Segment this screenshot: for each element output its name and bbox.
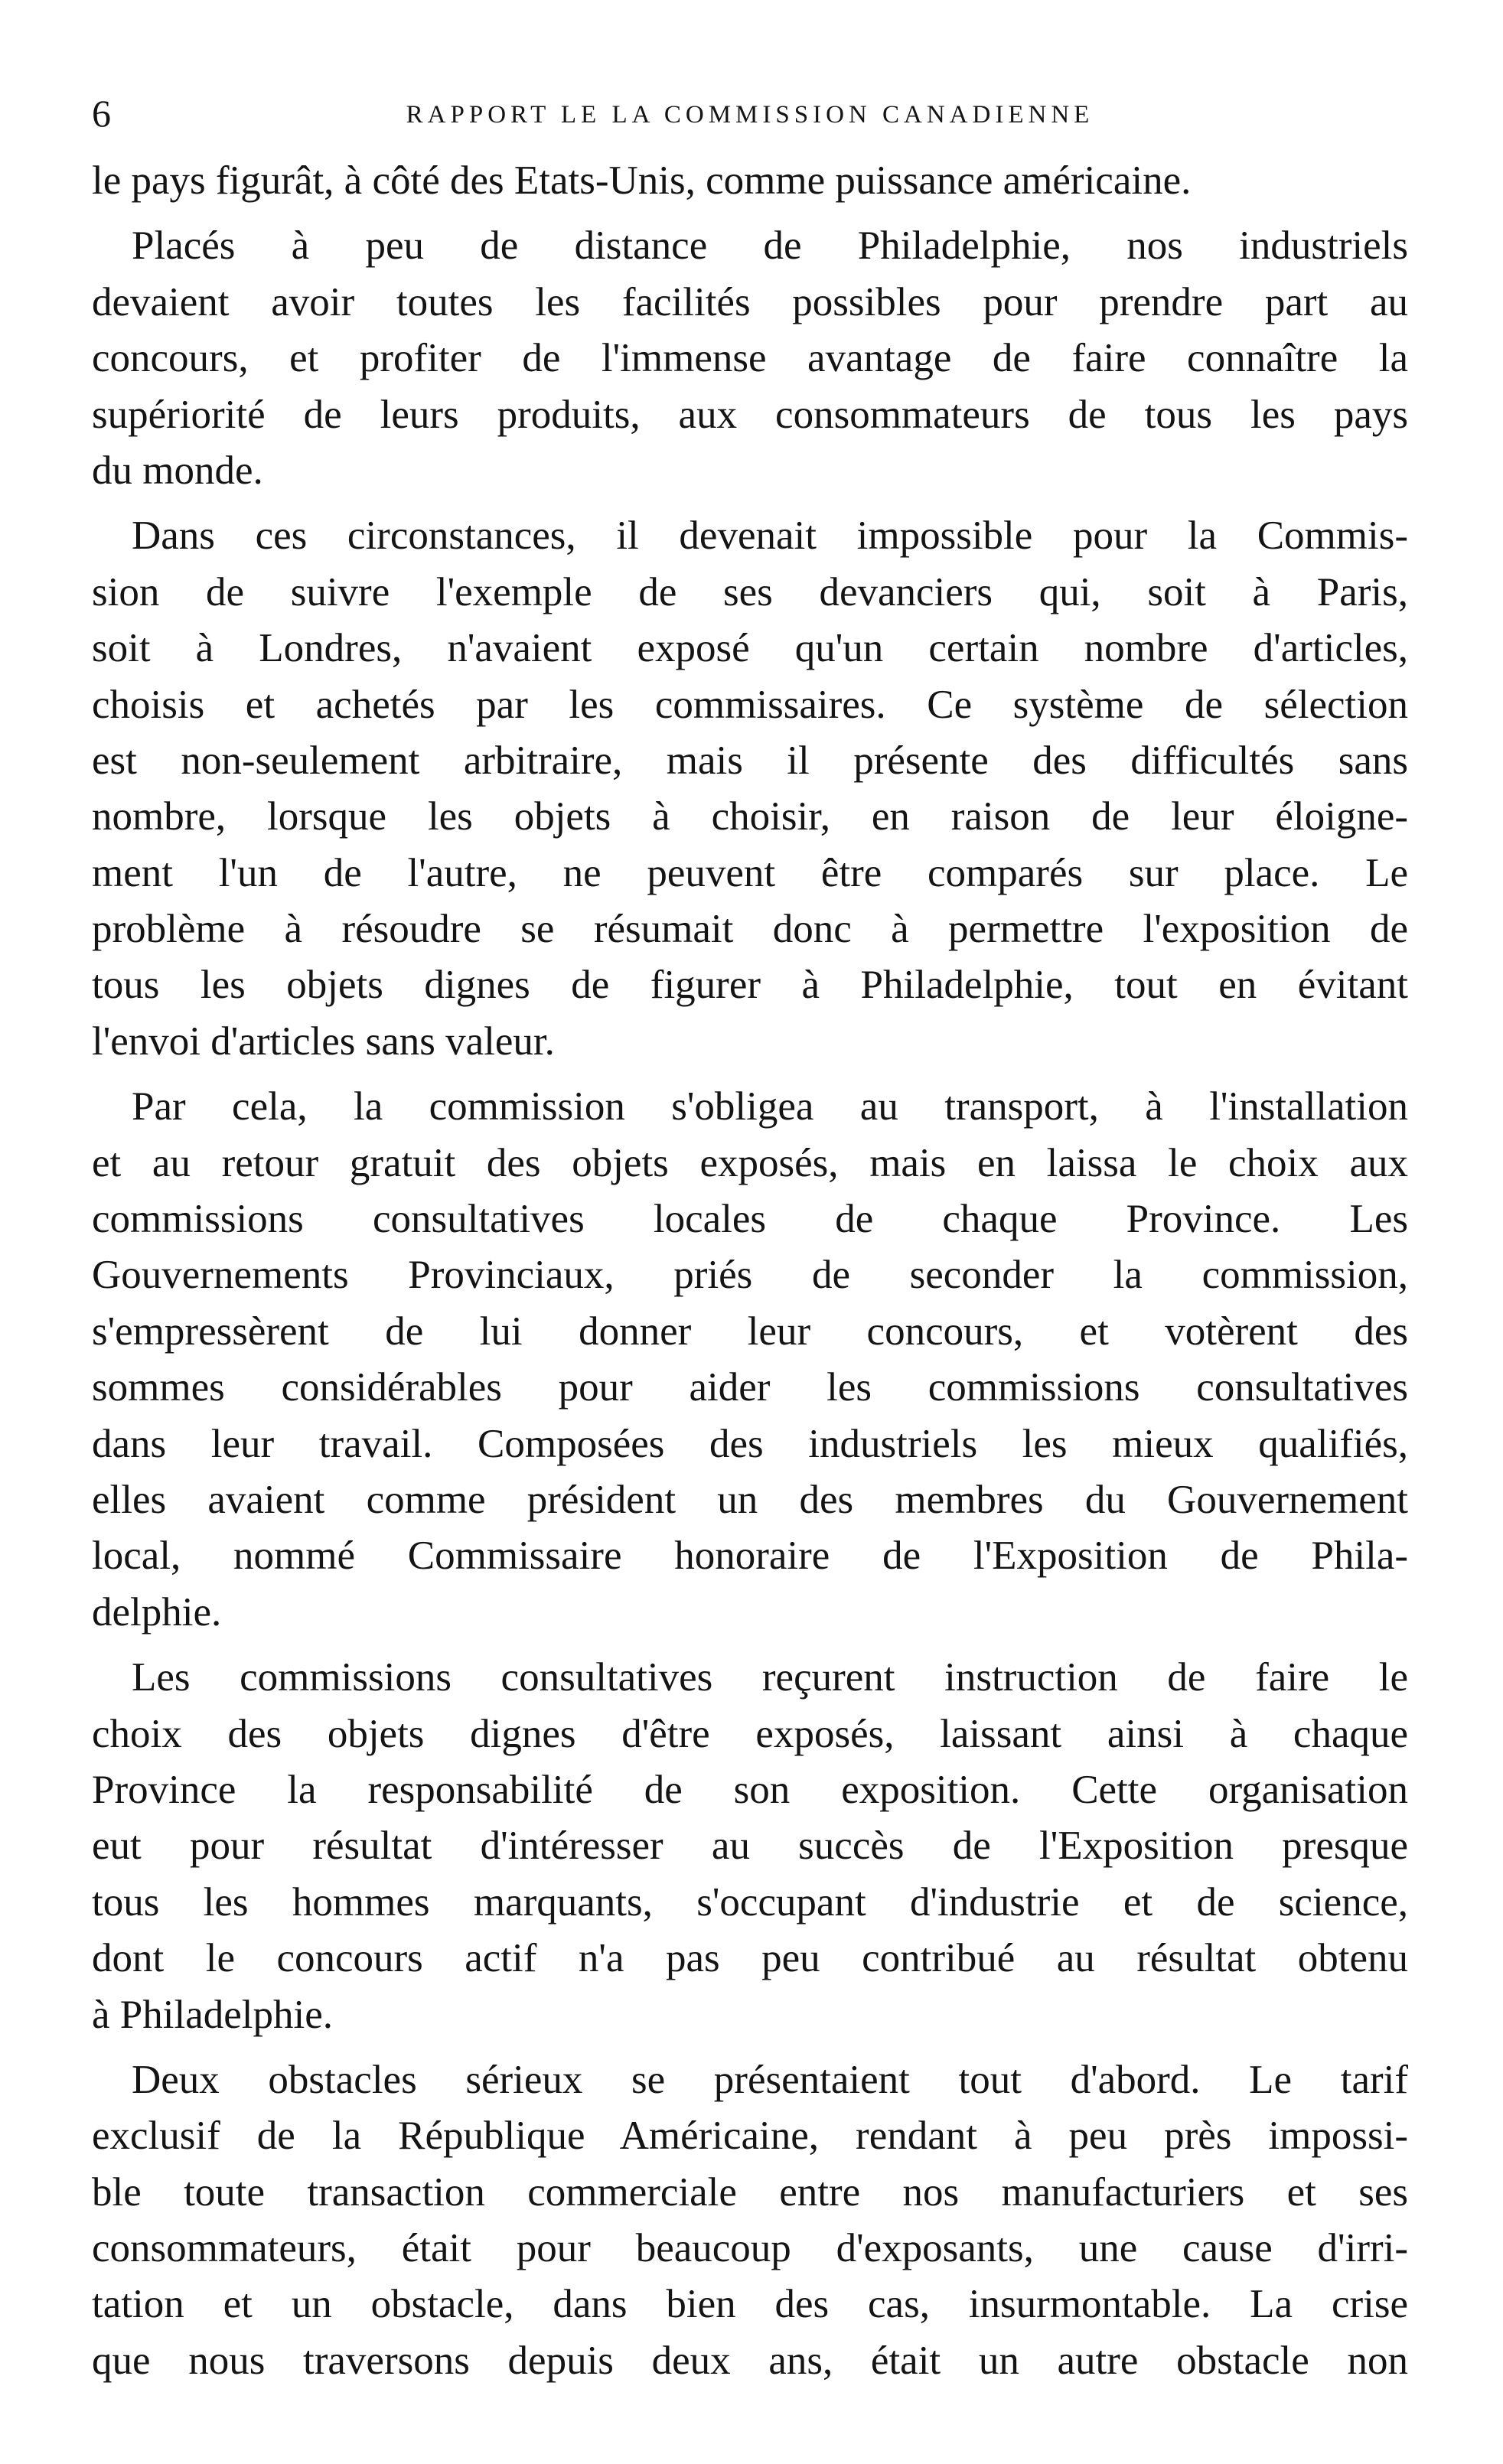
text-line: s'empressèrent de lui donner leur concours, et votèrent des <box>92 1309 1408 1354</box>
text-line: l'envoi d'articles sans valeur. <box>92 1019 555 1064</box>
text-line: ment l'un de l'autre, ne peuvent être comparés sur place. Le <box>92 850 1408 895</box>
text-line: exclusif de la République Américaine, rendant à peu près impossi- <box>92 2114 1408 2159</box>
text-line: supériorité de leurs produits, aux consommateurs de tous les pays <box>92 392 1408 437</box>
text-line: du monde. <box>92 448 263 493</box>
paragraph-gap <box>92 499 1408 508</box>
text-line: Placés à peu de distance de Philadelphie, nos industriels <box>132 223 1408 269</box>
text-line: consommateurs, était pour beaucoup d'exposants, une cause d'irri- <box>92 2226 1408 2271</box>
text-line: et au retour gratuit des objets exposés, mais en laissa le choix aux <box>92 1140 1408 1185</box>
paragraph-gap <box>92 1641 1408 1650</box>
running-header <box>92 90 1408 136</box>
text-line: local, nommé Commissaire honoraire de l'Exposition de Phila- <box>92 1533 1408 1579</box>
text-line: delphie. <box>92 1589 222 1635</box>
paragraph <box>92 1079 1408 1641</box>
text-line: est non-seulement arbitraire, mais il présente des difficultés sans <box>92 738 1408 783</box>
text-line: elles avaient comme président un des membres du Gouvernement <box>92 1477 1408 1522</box>
paragraph <box>92 218 1408 499</box>
text-line: à Philadelphie. <box>92 1992 333 2037</box>
text-line: concours, et profiter de l'immense avantage de faire connaître la <box>92 336 1408 381</box>
text-line: choisis et achetés par les commissaires. Ce système de sélection <box>92 682 1408 727</box>
text-line: tous les hommes marquants, s'occupant d'industrie et de science, <box>92 1879 1408 1925</box>
paragraph-gap <box>92 209 1408 218</box>
text-line: devaient avoir toutes les facilités possibles pour prendre part au <box>92 279 1408 324</box>
text-line: dans leur travail. Composées des industriels les mieux qualifiés, <box>92 1421 1408 1466</box>
text-line: Par cela, la commission s'obligea au transport, à l'installation <box>132 1084 1408 1129</box>
text-line: sommes considérables pour aider les commissions consultatives <box>92 1365 1408 1410</box>
text-line: soit à Londres, n'avaient exposé qu'un certain nombre d'articles, <box>92 626 1408 671</box>
text-line: eut pour résultat d'intéresser au succès de l'Exposition presque <box>92 1824 1408 1869</box>
running-title: RAPPORT LE LA COMMISSION CANADIENNE <box>406 101 1094 129</box>
text-line: Les commissions consultatives reçurent instruction de faire le <box>132 1655 1408 1700</box>
text-line: Dans ces circonstances, il devenait impossible pour la Commis- <box>132 513 1408 559</box>
text-line: Province la responsabilité de son exposition. Cette organisation <box>92 1767 1408 1812</box>
paragraph <box>92 153 1408 209</box>
text-line: dont le concours actif n'a pas peu contribué au résultat obtenu <box>92 1936 1408 1981</box>
text-line: tation et un obstacle, dans bien des cas, insurmontable. La crise <box>92 2282 1408 2327</box>
text-line: Deux obstacles sérieux se présentaient tout d'abord. Le tarif <box>132 2057 1408 2102</box>
text-line: problème à résoudre se résumait donc à permettre l'exposition de <box>92 907 1408 952</box>
text-line: que nous traversons depuis deux ans, était un autre obstacle non <box>92 2338 1408 2383</box>
paragraph <box>92 508 1408 1070</box>
page-number: 6 <box>92 92 111 135</box>
text-line: sion de suivre l'exemple de ses devanciers qui, soit à Paris, <box>92 569 1408 614</box>
text-line: le pays figurât, à côté des Etats-Unis, comme puissance américaine. <box>92 158 1192 203</box>
paragraph <box>92 1650 1408 2043</box>
body-text <box>92 153 1408 2389</box>
text-line: nombre, lorsque les objets à choisir, en raison de leur éloigne- <box>92 794 1408 839</box>
text-line: Gouvernements Provinciaux, priés de seconder la commission, <box>92 1253 1408 1298</box>
paragraph-gap <box>92 2043 1408 2052</box>
paragraph <box>92 2052 1408 2389</box>
text-line: tous les objets dignes de figurer à Philadelphie, tout en évitant <box>92 963 1408 1008</box>
text-line: commissions consultatives locales de chaque Province. Les <box>92 1197 1408 1242</box>
paragraph-gap <box>92 1070 1408 1079</box>
text-line: choix des objets dignes d'être exposés, laissant ainsi à chaque <box>92 1711 1408 1756</box>
text-line: ble toute transaction commerciale entre nos manufacturiers et ses <box>92 2169 1408 2215</box>
